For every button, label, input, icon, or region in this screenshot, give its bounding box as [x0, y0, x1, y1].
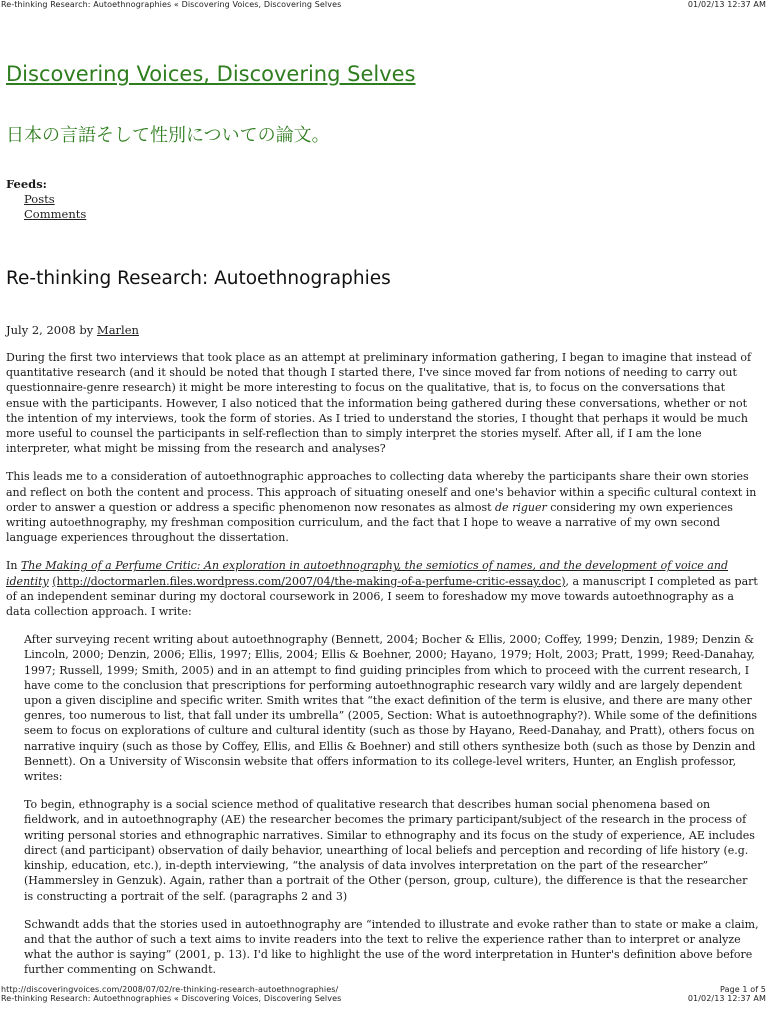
feed-item: [24, 192, 86, 207]
site-description: 日本の言語そして性別についての論文。: [6, 125, 330, 146]
quote-paragraph: After surveying recent writing about autoethnography (Bennett, 2004; Bocher & Ellis, 2000; Coffey, 1999; Denzin, 1989; Denzin & Lincoln, 2000; Denzin, 2006; Ellis, 1997; Ellis, 2004; Ellis & Boehner, 2000; Hayano, 1979; Holt, 2003; Pratt, 1999; Reed-Danahay, 1997; Russell, 1999; Smith, 2005) and in an attempt to find guiding principles from which to proceed with the current research, I have come to the conclusion that prescriptions for performing autoethnographic research vary wildly and are largely dependent upon a given discipline and specific writer. Smith writes that “the exact definition of the term is elusive, and there are many other genres, too numerous to list, that fall under its umbrella” (2005, Section: What is autoethnography?). While some of the definitions seem to focus on explorations of culture and cultural identity (such as those by Hayano, Reed-Danahay, and Pratt), others focus on narrative inquiry (such as those by Coffey, Ellis, and Ellis & Boehner) and still others synthesize both (such as those by Denzin and Bennett). On a University of Wisconsin website that offers information to its college-level writers, Hunter, an English professor, writes:: [24, 633, 758, 784]
print-footer-page: Page 1 of 5: [720, 985, 766, 994]
print-footer-title: Re-thinking Research: Autoethnographies « Discovering Voices, Discovering Selves: [1, 994, 342, 1003]
feed-comments-link[interactable]: Comments: [24, 207, 87, 221]
manuscript-link-title: The Making of a Perfume Critic: An exploration in autoethnography, the semiotics of names, and the development of voice and identity: [6, 559, 728, 588]
post-date: July 2, 2008 by: [6, 323, 97, 337]
author-link[interactable]: Marlen: [96, 323, 139, 337]
paragraph-text: , a manuscript I completed as part of an independent seminar during my doctoral coursework in 2006, I seem to foreshadow my move towards autoethnography as a data collection approach. I write:: [6, 574, 758, 619]
feed-posts-link[interactable]: Posts: [24, 192, 55, 206]
print-header: [0, 0, 768, 12]
print-header-title: Re-thinking Research: Autoethnographies « Discovering Voices, Discovering Selves: [1, 0, 342, 9]
feeds-label: Feeds:: [6, 177, 47, 191]
quote-paragraph: Schwandt adds that the stories used in autoethnography are “intended to illustrate and evoke rather than to state or make a claim, and that the author of such a text aims to invite readers into the text to relive the experience rather than to interpret or analyze what the author is saying” (2001, p. 13). I'd like to highlight the use of the word interpretation in Hunter's definition above before further commenting on Schwandt.: [24, 917, 759, 977]
paragraph-text: In: [6, 559, 21, 573]
feeds-list: [6, 192, 86, 222]
print-footer-datetime: 01/02/13 12:37 AM: [687, 994, 766, 1003]
blockquote: [24, 632, 760, 977]
print-header-datetime: 01/02/13 12:37 AM: [687, 0, 766, 9]
post-meta: [6, 323, 139, 337]
feed-item: [24, 207, 86, 222]
post-content: [6, 350, 760, 991]
paragraph-text: This leads me to a consideration of autoethnographic approaches to collecting data whereby the participants share their own stories and reflect on both the content and process. This approach of situating oneself and one's behavior within a specific cultural context in order to answer a question or address a specific phenomenon now resonates as almost: [6, 470, 757, 514]
paragraph: [6, 558, 760, 619]
manuscript-url-link[interactable]: (http://doctormarlen.files.wordpress.com/2007/04/the-making-of-a-perfume-critic-essay.doc): [52, 574, 566, 588]
site-title-link[interactable]: Discovering Voices, Discovering Selves: [6, 62, 416, 86]
feeds-section: [6, 177, 86, 222]
paragraph-text: considering my own experiences writing autoethnography, my freshman composition curriculum, and the fact that I hope to weave a narrative of my own second language experiences throughout the dissertation.: [6, 500, 733, 545]
paragraph: During the first two interviews that took place as an attempt at preliminary information gathering, I began to imagine that instead of quantitative research (and it should be noted that though I started there, I've since moved far from notions of needing to carry out questionnaire-genre research) it might be more interesting to focus on the qualitative, that is, to focus on the conversations that ensue with the participants. However, I also noticed that the information being gathered during these conversations, whether or not the intention of my interviews, took the form of stories. As I tried to understand the stories, I thought that perhaps it would be much more useful to counsel the participants in self-reflection than to simply interpret the stories myself. After all, if I am the lone interpreter, what might be missing from the research and analyses?: [6, 351, 752, 456]
emphasis-text: de riguer: [495, 500, 547, 514]
print-footer-line-2: [0, 994, 768, 1006]
paragraph: [6, 469, 760, 545]
print-footer-url: http://discoveringvoices.com/2008/07/02/re-thinking-research-autoethnographies/: [1, 985, 339, 994]
quote-paragraph: To begin, ethnography is a social science method of qualitative research that describes human social phenomena based on fieldwork, and in autoethnography (AE) the researcher becomes the primary participant/subject of the research in the process of writing personal stories and ethnographic narratives. Similar to ethnography and its focus on the study of experience, AE includes direct (and participant) observation of daily behavior, unearthing of local beliefs and perception and recording of life history (e.g. kinship, education, etc.), in-depth interviewing, “the analysis of data involves interpretation on the part of the researcher” (Hammersley in Genzuk). Again, rather than a portrait of the Other (person, group, culture), the difference is that the researcher is constructing a portrait of the self. (paragraphs 2 and 3): [24, 798, 755, 903]
post-title: Re-thinking Research: Autoethnographies: [6, 268, 391, 289]
